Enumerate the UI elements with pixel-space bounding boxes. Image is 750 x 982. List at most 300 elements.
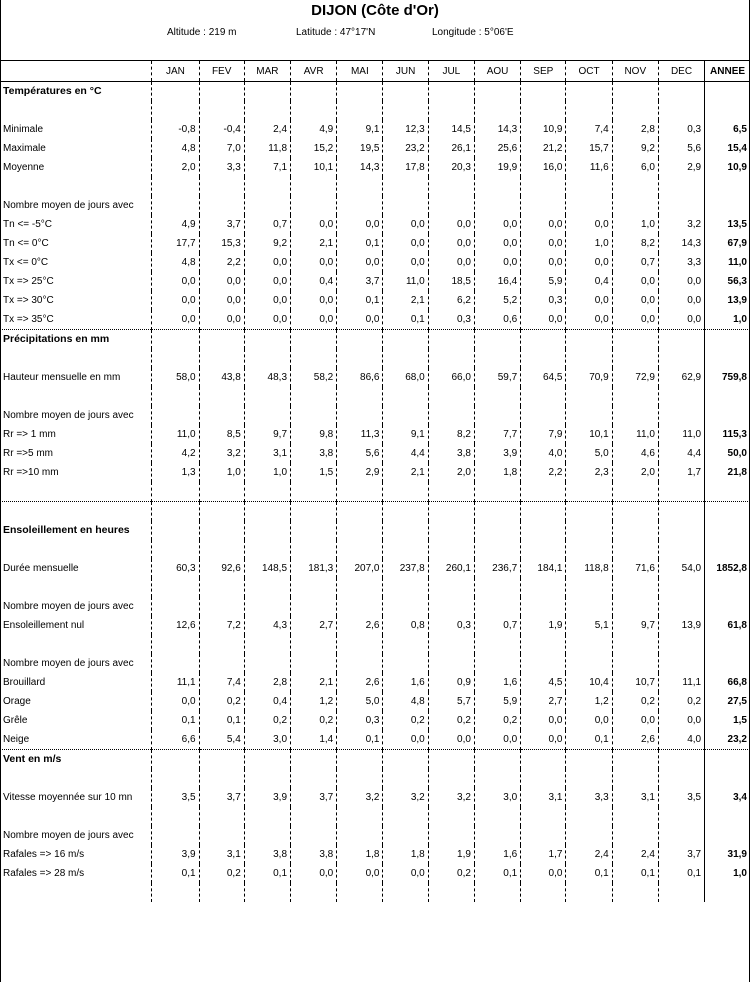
empty-cell xyxy=(337,177,383,196)
empty-cell xyxy=(521,521,566,540)
month-value: 2,0 xyxy=(152,158,199,177)
empty-cell xyxy=(383,826,428,845)
month-value: 0,6 xyxy=(474,310,520,330)
month-value: 3,8 xyxy=(244,845,290,864)
row-label: Nombre moyen de jours avec xyxy=(3,830,134,841)
empty-cell xyxy=(291,540,337,559)
table-row xyxy=(0,234,750,253)
empty-cell xyxy=(383,578,428,597)
month-value: 9,7 xyxy=(244,425,290,444)
empty-cell xyxy=(612,406,658,425)
month-value: 64,5 xyxy=(521,368,566,387)
empty-cell xyxy=(199,826,244,845)
annual-value: 1,0 xyxy=(705,310,750,330)
month-value: 0,8 xyxy=(383,616,428,635)
month-value: 5,4 xyxy=(199,730,244,750)
month-value: 66,0 xyxy=(428,368,474,387)
empty-cell xyxy=(705,597,750,616)
empty-cell xyxy=(199,654,244,673)
month-value: 0,0 xyxy=(291,864,337,883)
empty-cell xyxy=(244,807,290,826)
empty-cell xyxy=(244,82,290,102)
month-value: 13,9 xyxy=(658,616,704,635)
empty-cell xyxy=(199,406,244,425)
month-value: 3,3 xyxy=(199,158,244,177)
month-value: 5,2 xyxy=(474,291,520,310)
column-header-dec: DEC xyxy=(658,61,704,82)
empty-cell xyxy=(244,330,290,350)
month-value: 3,9 xyxy=(474,444,520,463)
month-value: 5,6 xyxy=(337,444,383,463)
annual-value: 1,5 xyxy=(705,711,750,730)
month-value: 0,1 xyxy=(337,730,383,750)
month-value: 260,1 xyxy=(428,559,474,578)
empty-cell xyxy=(474,540,520,559)
month-value: 1,4 xyxy=(291,730,337,750)
month-value: 0,7 xyxy=(474,616,520,635)
row-label: Nombre moyen de jours avec xyxy=(3,601,134,612)
empty-cell xyxy=(291,826,337,845)
empty-cell xyxy=(0,807,152,826)
empty-cell xyxy=(337,578,383,597)
spacer-row xyxy=(0,177,750,196)
empty-cell xyxy=(244,769,290,788)
empty-cell xyxy=(612,521,658,540)
empty-cell xyxy=(199,82,244,102)
month-value: 0,3 xyxy=(428,616,474,635)
annual-value: 27,5 xyxy=(705,692,750,711)
month-value: 0,1 xyxy=(612,864,658,883)
table-row xyxy=(0,559,750,578)
month-value: 237,8 xyxy=(383,559,428,578)
empty-cell xyxy=(383,521,428,540)
annual-value: 759,8 xyxy=(705,368,750,387)
empty-cell xyxy=(244,101,290,120)
empty-cell xyxy=(612,578,658,597)
month-value: 1,8 xyxy=(383,845,428,864)
section-title: Précipitations en mm xyxy=(3,333,110,345)
empty-cell xyxy=(658,826,704,845)
empty-cell xyxy=(383,82,428,102)
empty-cell xyxy=(705,482,750,502)
month-value: 0,0 xyxy=(337,864,383,883)
empty-cell xyxy=(337,502,383,522)
month-value: 86,6 xyxy=(337,368,383,387)
column-header-mar: MAR xyxy=(244,61,290,82)
month-value: 9,1 xyxy=(337,120,383,139)
spacer-row xyxy=(0,482,750,502)
empty-cell xyxy=(658,177,704,196)
empty-cell xyxy=(566,196,612,215)
month-value: 0,0 xyxy=(152,291,199,310)
month-value: 0,2 xyxy=(428,864,474,883)
empty-cell xyxy=(566,654,612,673)
month-value: 7,9 xyxy=(521,425,566,444)
annual-value: 3,4 xyxy=(705,788,750,807)
empty-cell xyxy=(521,482,566,502)
month-value: 5,7 xyxy=(428,692,474,711)
month-value: 5,9 xyxy=(474,692,520,711)
month-value: 0,0 xyxy=(428,730,474,750)
month-value: 9,2 xyxy=(612,139,658,158)
empty-cell xyxy=(199,578,244,597)
header-corner xyxy=(0,61,152,82)
empty-cell xyxy=(0,540,152,559)
empty-cell xyxy=(566,807,612,826)
annual-value: 61,8 xyxy=(705,616,750,635)
empty-cell xyxy=(199,177,244,196)
month-value: 0,0 xyxy=(291,291,337,310)
empty-cell xyxy=(383,406,428,425)
month-value: 0,0 xyxy=(658,310,704,330)
row-label: Vitesse moyennée sur 10 mn xyxy=(3,792,133,803)
empty-cell xyxy=(152,502,199,522)
section-row xyxy=(0,82,750,102)
month-value: 1,9 xyxy=(521,616,566,635)
empty-cell xyxy=(428,654,474,673)
month-value: 0,0 xyxy=(291,253,337,272)
column-header-oct: OCT xyxy=(566,61,612,82)
month-value: 3,8 xyxy=(291,845,337,864)
month-value: 0,0 xyxy=(521,730,566,750)
month-value: 0,3 xyxy=(658,120,704,139)
annual-value: 11,0 xyxy=(705,253,750,272)
month-value: 15,3 xyxy=(199,234,244,253)
section-row xyxy=(0,750,750,770)
empty-cell xyxy=(383,883,428,902)
month-value: 2,0 xyxy=(612,463,658,482)
month-value: 4,5 xyxy=(521,673,566,692)
month-value: 3,7 xyxy=(291,788,337,807)
empty-cell xyxy=(291,82,337,102)
empty-cell xyxy=(612,82,658,102)
month-value: 11,0 xyxy=(658,425,704,444)
empty-cell xyxy=(383,330,428,350)
row-label: Tx => 25°C xyxy=(3,276,54,287)
empty-cell xyxy=(612,654,658,673)
month-value: 4,8 xyxy=(152,139,199,158)
month-value: 2,6 xyxy=(337,673,383,692)
annual-value: 1852,8 xyxy=(705,559,750,578)
month-value: 0,0 xyxy=(383,864,428,883)
month-value: 14,3 xyxy=(474,120,520,139)
month-value: 9,2 xyxy=(244,234,290,253)
month-value: 0,0 xyxy=(521,215,566,234)
month-value: 0,2 xyxy=(474,711,520,730)
spacer-row xyxy=(0,540,750,559)
empty-cell xyxy=(383,177,428,196)
empty-cell xyxy=(705,540,750,559)
empty-cell xyxy=(521,82,566,102)
empty-cell xyxy=(244,502,290,522)
month-value: 0,9 xyxy=(428,673,474,692)
empty-cell xyxy=(199,807,244,826)
month-value: 0,2 xyxy=(244,711,290,730)
table-row xyxy=(0,616,750,635)
empty-cell xyxy=(337,769,383,788)
month-value: 0,1 xyxy=(658,864,704,883)
month-value: 0,0 xyxy=(474,234,520,253)
empty-cell xyxy=(705,502,750,522)
empty-cell xyxy=(244,635,290,654)
table-row xyxy=(0,692,750,711)
empty-cell xyxy=(199,635,244,654)
empty-cell xyxy=(705,406,750,425)
empty-cell xyxy=(152,750,199,770)
month-value: 6,2 xyxy=(428,291,474,310)
month-value: 0,1 xyxy=(337,291,383,310)
empty-cell xyxy=(521,826,566,845)
empty-cell xyxy=(0,387,152,406)
empty-cell xyxy=(199,883,244,902)
empty-cell xyxy=(199,750,244,770)
row-label: Grêle xyxy=(3,715,28,726)
month-value: 2,9 xyxy=(337,463,383,482)
annual-value: 13,9 xyxy=(705,291,750,310)
table-row xyxy=(0,711,750,730)
month-value: 0,0 xyxy=(152,692,199,711)
empty-cell xyxy=(658,750,704,770)
empty-cell xyxy=(474,597,520,616)
empty-cell xyxy=(612,101,658,120)
empty-cell xyxy=(244,883,290,902)
empty-cell xyxy=(152,578,199,597)
month-value: 3,7 xyxy=(199,788,244,807)
empty-cell xyxy=(428,769,474,788)
month-value: 11,3 xyxy=(337,425,383,444)
empty-cell xyxy=(705,196,750,215)
empty-cell xyxy=(658,540,704,559)
empty-cell xyxy=(428,349,474,368)
month-value: 236,7 xyxy=(474,559,520,578)
empty-cell xyxy=(521,597,566,616)
month-value: 19,9 xyxy=(474,158,520,177)
empty-cell xyxy=(152,826,199,845)
empty-cell xyxy=(566,826,612,845)
section-title: Ensoleillement en heures xyxy=(3,524,130,536)
month-value: 0,0 xyxy=(383,730,428,750)
month-value: 2,2 xyxy=(199,253,244,272)
month-value: 207,0 xyxy=(337,559,383,578)
empty-cell xyxy=(383,482,428,502)
month-value: 184,1 xyxy=(521,559,566,578)
empty-cell xyxy=(337,750,383,770)
month-value: 0,0 xyxy=(244,310,290,330)
empty-cell xyxy=(291,196,337,215)
empty-cell xyxy=(383,654,428,673)
month-value: 0,4 xyxy=(244,692,290,711)
empty-cell xyxy=(199,196,244,215)
spacer-row xyxy=(0,597,750,616)
month-value: 3,2 xyxy=(337,788,383,807)
empty-cell xyxy=(566,101,612,120)
empty-cell xyxy=(383,807,428,826)
month-value: 0,3 xyxy=(337,711,383,730)
month-value: 6,0 xyxy=(612,158,658,177)
spacer-row xyxy=(0,578,750,597)
month-value: 0,0 xyxy=(383,253,428,272)
month-value: 0,0 xyxy=(337,253,383,272)
month-value: 11,1 xyxy=(658,673,704,692)
month-value: 0,0 xyxy=(428,253,474,272)
empty-cell xyxy=(291,807,337,826)
table-row xyxy=(0,158,750,177)
empty-cell xyxy=(428,826,474,845)
row-label: Rr =>5 mm xyxy=(3,448,54,459)
month-value: 7,4 xyxy=(566,120,612,139)
annual-value: 6,5 xyxy=(705,120,750,139)
month-value: 5,1 xyxy=(566,616,612,635)
empty-cell xyxy=(337,387,383,406)
empty-cell xyxy=(152,177,199,196)
month-value: 0,7 xyxy=(612,253,658,272)
month-value: 0,2 xyxy=(428,711,474,730)
empty-cell xyxy=(521,635,566,654)
empty-cell xyxy=(0,883,152,902)
spacer-row xyxy=(0,349,750,368)
empty-cell xyxy=(521,406,566,425)
month-value: 0,3 xyxy=(428,310,474,330)
empty-cell xyxy=(291,101,337,120)
month-value: 0,0 xyxy=(566,215,612,234)
row-label: Orage xyxy=(3,696,31,707)
month-value: 0,0 xyxy=(658,272,704,291)
month-value: 4,9 xyxy=(291,120,337,139)
month-value: 5,6 xyxy=(658,139,704,158)
month-value: 2,3 xyxy=(566,463,612,482)
empty-cell xyxy=(658,807,704,826)
empty-cell xyxy=(658,654,704,673)
month-value: 0,0 xyxy=(521,864,566,883)
month-value: 7,2 xyxy=(199,616,244,635)
month-value: 16,4 xyxy=(474,272,520,291)
empty-cell xyxy=(244,826,290,845)
month-value: 4,3 xyxy=(244,616,290,635)
latitude-text: Latitude : 47°17'N xyxy=(296,27,376,38)
empty-cell xyxy=(199,101,244,120)
month-value: 10,7 xyxy=(612,673,658,692)
empty-cell xyxy=(428,578,474,597)
month-value: 2,4 xyxy=(566,845,612,864)
month-value: 3,9 xyxy=(244,788,290,807)
table-row xyxy=(0,864,750,883)
empty-cell xyxy=(0,502,152,522)
empty-cell xyxy=(152,769,199,788)
month-value: 3,2 xyxy=(383,788,428,807)
month-value: 0,4 xyxy=(291,272,337,291)
month-value: 3,2 xyxy=(658,215,704,234)
empty-cell xyxy=(658,330,704,350)
table-row xyxy=(0,463,750,482)
empty-cell xyxy=(337,82,383,102)
month-value: 0,0 xyxy=(521,310,566,330)
annual-value: 15,4 xyxy=(705,139,750,158)
month-value: 58,0 xyxy=(152,368,199,387)
month-value: 15,2 xyxy=(291,139,337,158)
month-value: 4,0 xyxy=(658,730,704,750)
month-value: 0,0 xyxy=(474,253,520,272)
month-value: 1,3 xyxy=(152,463,199,482)
month-value: 0,0 xyxy=(612,272,658,291)
empty-cell xyxy=(428,101,474,120)
month-value: 5,0 xyxy=(566,444,612,463)
spacer-row xyxy=(0,769,750,788)
month-value: 0,0 xyxy=(658,291,704,310)
empty-cell xyxy=(474,406,520,425)
column-header-mai: MAI xyxy=(337,61,383,82)
empty-cell xyxy=(658,597,704,616)
empty-cell xyxy=(291,750,337,770)
row-label: Tn <= 0°C xyxy=(3,238,49,249)
empty-cell xyxy=(566,349,612,368)
empty-cell xyxy=(337,349,383,368)
empty-cell xyxy=(0,482,152,502)
empty-cell xyxy=(152,406,199,425)
annual-value: 115,3 xyxy=(705,425,750,444)
month-value: 3,1 xyxy=(199,845,244,864)
spacer-row xyxy=(0,387,750,406)
empty-cell xyxy=(291,654,337,673)
empty-cell xyxy=(428,406,474,425)
month-value: 2,1 xyxy=(383,291,428,310)
month-value: 92,6 xyxy=(199,559,244,578)
empty-cell xyxy=(474,196,520,215)
empty-cell xyxy=(474,521,520,540)
month-value: 3,2 xyxy=(199,444,244,463)
section-row xyxy=(0,521,750,540)
empty-cell xyxy=(244,482,290,502)
month-value: 59,7 xyxy=(474,368,520,387)
month-value: 43,8 xyxy=(199,368,244,387)
month-value: 21,2 xyxy=(521,139,566,158)
empty-cell xyxy=(199,349,244,368)
empty-cell xyxy=(291,406,337,425)
row-label: Nombre moyen de jours avec xyxy=(3,658,134,669)
empty-cell xyxy=(521,502,566,522)
month-value: 0,0 xyxy=(428,234,474,253)
empty-cell xyxy=(337,521,383,540)
month-value: 0,0 xyxy=(658,711,704,730)
month-value: 0,2 xyxy=(199,864,244,883)
empty-cell xyxy=(658,769,704,788)
empty-cell xyxy=(566,540,612,559)
month-value: 3,2 xyxy=(428,788,474,807)
empty-cell xyxy=(521,654,566,673)
empty-cell xyxy=(199,502,244,522)
empty-cell xyxy=(566,482,612,502)
month-value: 2,2 xyxy=(521,463,566,482)
empty-cell xyxy=(0,177,152,196)
month-value: 3,5 xyxy=(658,788,704,807)
month-value: 10,9 xyxy=(521,120,566,139)
column-header-jun: JUN xyxy=(383,61,428,82)
month-value: 3,0 xyxy=(474,788,520,807)
month-value: 2,4 xyxy=(244,120,290,139)
table-row xyxy=(0,215,750,234)
empty-cell xyxy=(612,769,658,788)
month-value: 0,0 xyxy=(521,253,566,272)
row-label: Tx => 35°C xyxy=(0,310,152,330)
empty-cell xyxy=(0,101,152,120)
month-value: 2,1 xyxy=(291,673,337,692)
header-row xyxy=(0,61,750,82)
empty-cell xyxy=(291,597,337,616)
empty-cell xyxy=(291,521,337,540)
empty-cell xyxy=(566,502,612,522)
empty-cell xyxy=(291,578,337,597)
empty-cell xyxy=(474,769,520,788)
annual-value: 56,3 xyxy=(705,272,750,291)
